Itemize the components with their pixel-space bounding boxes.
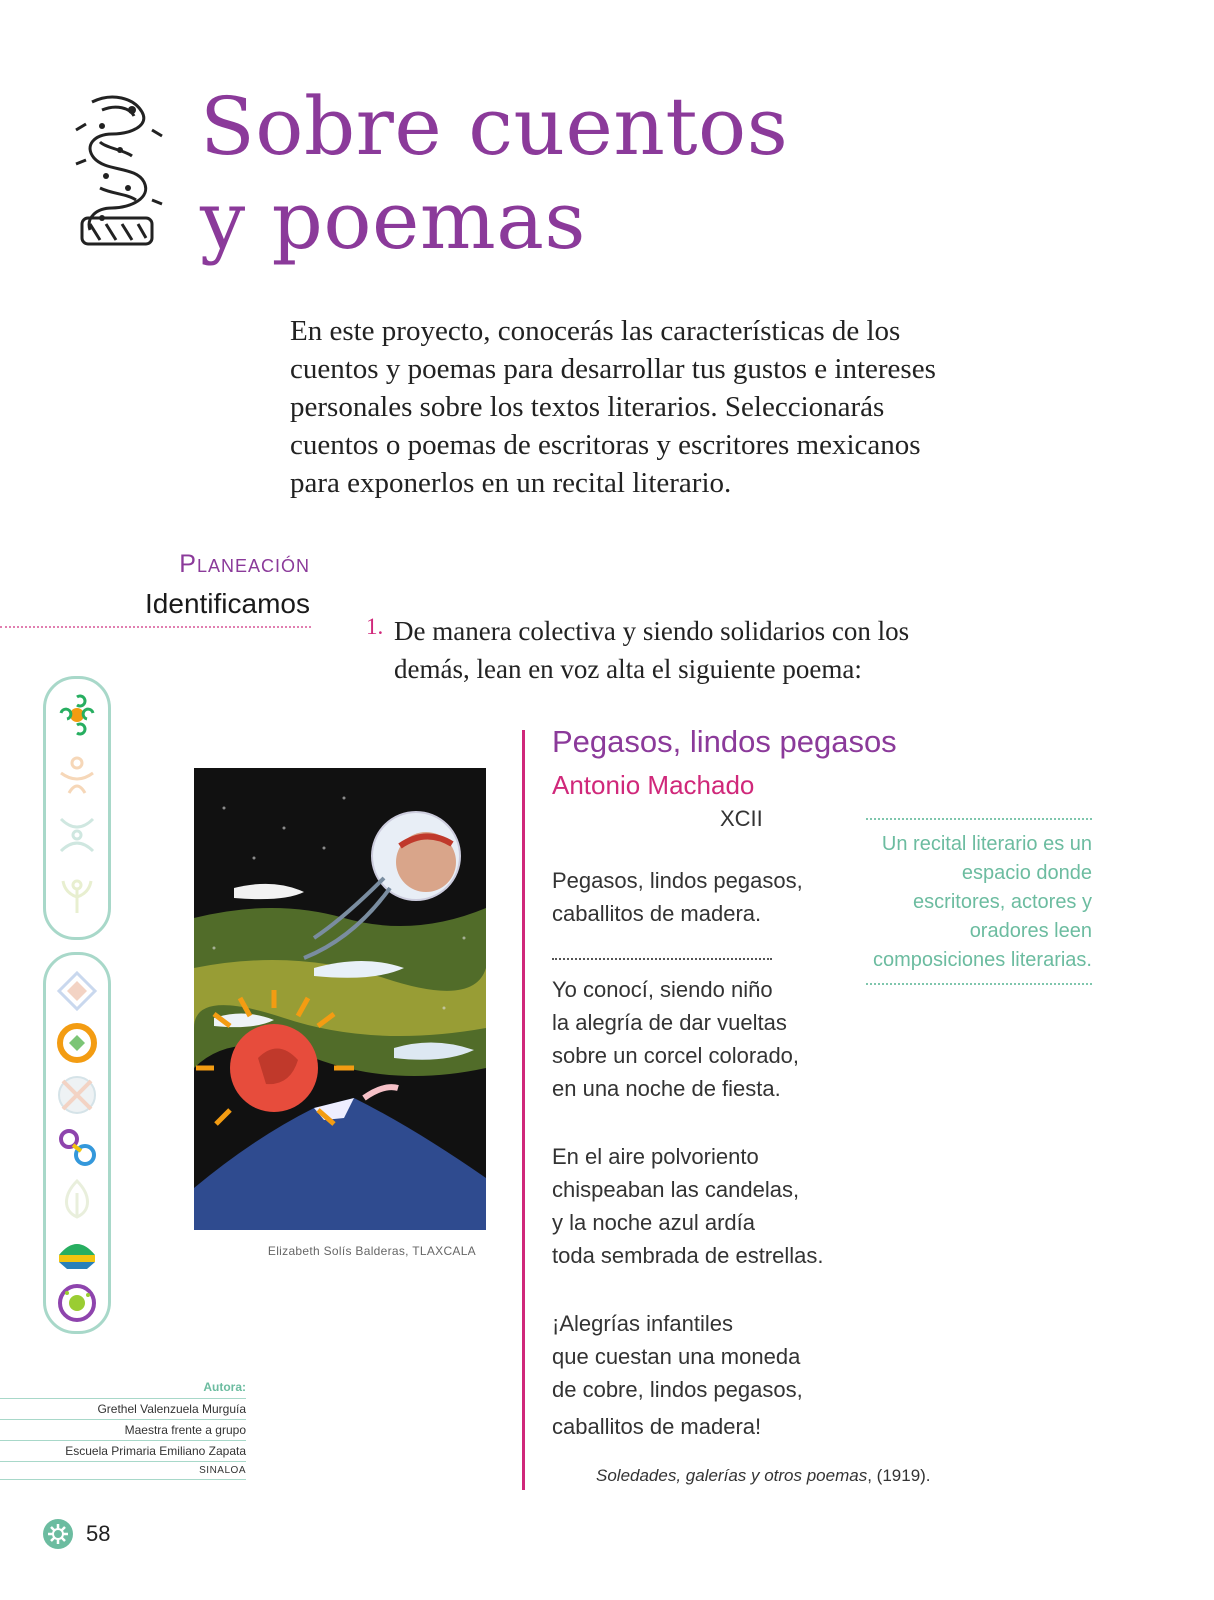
poem-line: que cuestan una moneda [552, 1344, 801, 1369]
title-line-1: Sobre cuentos [200, 80, 789, 173]
dancer-icon [55, 753, 99, 797]
author-credits [0, 1380, 246, 1480]
poem-title: Pegasos, lindos pegasos [552, 724, 897, 759]
stanza-divider [552, 958, 772, 960]
poem-line: la alegría de dar vueltas [552, 1010, 787, 1035]
source-title: Soledades, galerías y otros poemas [596, 1466, 868, 1485]
link-rings-icon [55, 1125, 99, 1169]
poem-line: sobre un corcel colorado, [552, 1043, 800, 1068]
intro-paragraph: En este proyecto, conocerás las características de los cuentos y poemas para desarrollar tus gustos e intereses personales sobre los textos literarios. Seleccionarás cuentos o poemas de escritoras y escritores mexicanos para exponerlos en un recital literario. [290, 315, 936, 499]
credit-school: Escuela Primaria Emiliano Zapata [0, 1440, 246, 1461]
credit-label: Autora: [203, 1380, 246, 1394]
poem-stanza [552, 1307, 803, 1443]
poem-line: y la noche azul ardía [552, 1210, 756, 1235]
source-year: , (1919). [867, 1466, 931, 1485]
circle-target-icon [55, 1021, 99, 1065]
illustration-caption: Elizabeth Solís Balderas, TLAXCALA [267, 1244, 476, 1258]
section-kicker: Planeación [179, 550, 310, 578]
poem-stanza [552, 1140, 824, 1272]
side-pill-top [43, 676, 111, 940]
mound-icon [55, 1229, 99, 1273]
seeds-icon [55, 693, 99, 737]
splash-circle-icon [55, 1281, 99, 1325]
section-title: Identificamos [145, 588, 310, 619]
poem-line: ¡Alegrías infantiles [552, 1311, 733, 1336]
poem-stanza [552, 864, 803, 930]
poem-stanza [552, 973, 799, 1105]
title-line-2: y poemas [200, 174, 586, 267]
poem-line: en una noche de fiesta. [552, 1076, 781, 1101]
page-title [200, 80, 788, 268]
side-pill-bottom [43, 952, 111, 1334]
diamond-icon [55, 969, 99, 1013]
credit-role: Maestra frente a grupo [0, 1419, 246, 1440]
page-number: 58 [86, 1521, 111, 1546]
gear-flower-icon [42, 1518, 74, 1550]
serpent-glyph-icon [72, 90, 164, 248]
poem-line: chispeaban las candelas, [552, 1177, 800, 1202]
poem-line: caballitos de madera. [552, 901, 762, 926]
flame-icon [55, 1177, 99, 1221]
poem-line: toda sembrada de estrellas. [552, 1243, 824, 1268]
poem-author: Antonio Machado [552, 770, 755, 800]
poem-line: Pegasos, lindos pegasos, [552, 868, 803, 893]
poem-source [596, 1466, 931, 1486]
cross-medallion-icon [55, 1073, 99, 1117]
plant-figure-icon [55, 873, 99, 917]
poem-divider [522, 730, 525, 1490]
poem-illustration [194, 768, 486, 1230]
glossary-note: Un recital literario es un espacio donde escritores, actores y oradores leen composiciones literarias. [866, 818, 1092, 985]
credit-name: Grethel Valenzuela Murguía [0, 1398, 246, 1419]
activity-number: 1. [366, 614, 384, 639]
poem-line: Yo conocí, siendo niño [552, 977, 773, 1002]
poem-line: de cobre, lindos pegasos, [552, 1377, 803, 1402]
credit-state: SINALOA [0, 1461, 246, 1480]
poem-line: caballitos de madera! [552, 1414, 762, 1439]
section-divider [0, 626, 311, 628]
poem-line: En el aire polvoriento [552, 1144, 759, 1169]
figure-icon [55, 813, 99, 857]
poem-number: XCII [720, 806, 763, 831]
activity-instructions: De manera colectiva y siendo solidarios con los demás, lean en voz alta el siguiente poema: [394, 616, 910, 684]
